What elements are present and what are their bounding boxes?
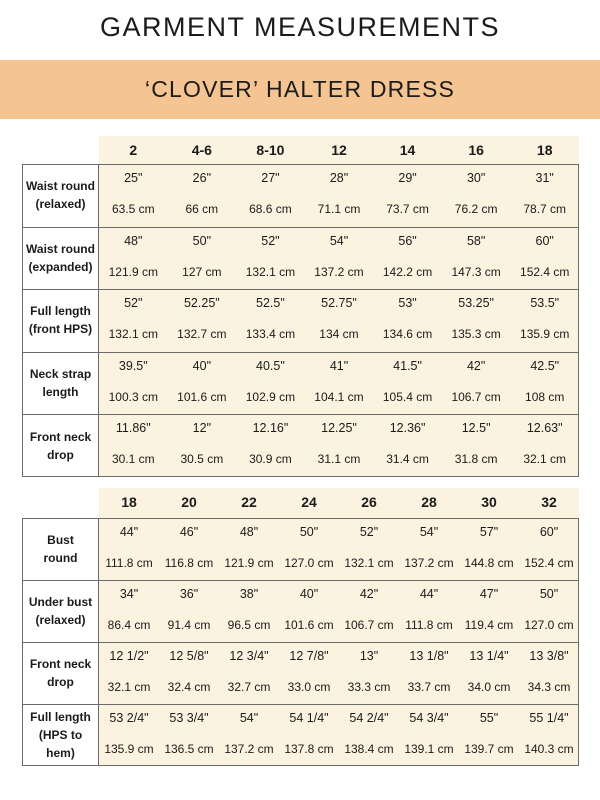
row-label [23,352,98,415]
inch-value: 13 1/4" [469,649,509,663]
size-header: 24 [301,494,317,510]
inch-value: 40.5" [256,358,285,373]
cm-value: 66 cm [185,202,219,216]
cm-value: 91.4 cm [167,618,211,632]
inch-value: 41.5" [393,358,422,373]
inch-value: 52" [124,296,143,311]
cm-value: 137.8 cm [284,742,334,756]
inch-value: 11.86" [115,421,151,436]
cm-value: 106.7 cm [451,389,501,404]
inch-value: 54" [419,525,439,539]
inch-value: 40" [192,358,212,373]
size-header: 14 [399,142,416,158]
row-label-line: (HPS to hem) [38,728,83,760]
inch-value: 12.5" [461,421,491,436]
cm-value: 134 cm [319,327,359,342]
row-label-line: round [43,551,78,565]
size-header: 2 [129,142,138,158]
size-header: 18 [121,494,137,510]
inch-value: 53" [398,296,417,311]
inch-value: 42" [359,587,379,601]
inch-value: 12.36" [389,421,426,436]
inch-value: 36" [179,587,199,601]
cm-value: 31.4 cm [386,452,429,467]
row-label-line: (front HPS) [28,322,93,337]
inch-value: 52.5" [256,296,285,311]
cm-value: 134.6 cm [382,327,433,342]
row-label [23,414,98,477]
cm-value: 101.6 cm [284,618,334,632]
row-label [23,227,98,290]
size-header: 18 [536,142,553,158]
inch-value: 50" [192,233,212,248]
cm-value: 32.4 cm [167,680,211,694]
size-header: 16 [468,142,484,158]
row-separator [22,642,579,643]
inch-value: 48" [124,233,143,248]
row-separator [22,414,579,415]
cm-value: 104.1 cm [314,389,364,404]
row-label-line: Waist round [26,179,95,194]
inch-value: 13" [359,649,379,663]
cm-value: 32.1 cm [523,452,567,467]
cm-value: 142.2 cm [382,264,433,279]
inch-value: 12.63" [526,421,563,436]
row-label-line: (relaxed) [35,613,86,627]
cm-value: 101.6 cm [177,389,227,404]
cm-value: 152.4 cm [520,264,570,279]
row-label [23,580,98,642]
row-separator [22,352,579,353]
cm-value: 73.7 cm [386,202,429,216]
cm-value: 138.4 cm [344,742,394,756]
inch-value: 26" [192,171,212,185]
cm-value: 76.2 cm [454,202,498,216]
inch-value: 42" [466,358,486,373]
cm-value: 31.1 cm [317,452,361,467]
row-label-line: Full length [30,710,91,724]
cm-value: 78.7 cm [523,202,567,216]
cm-value: 33.3 cm [347,680,391,694]
cm-value: 137.2 cm [224,742,274,756]
cm-value: 132.1 cm [245,264,296,279]
inch-value: 34" [119,587,139,601]
inch-value: 57" [479,525,499,539]
row-label-line: (relaxed) [35,197,86,212]
inch-value: 13 3/8" [529,649,569,663]
cm-value: 102.9 cm [245,389,296,404]
inch-value: 12.16" [252,421,289,436]
inch-value: 54" [239,711,259,725]
cm-value: 127 cm [182,264,222,279]
cm-value: 68.6 cm [249,202,292,216]
inch-value: 12 5/8" [169,649,209,663]
inch-value: 53 2/4" [109,711,149,725]
cm-value: 32.1 cm [107,680,151,694]
inch-value: 30" [466,171,486,185]
cm-value: 33.0 cm [287,680,331,694]
cm-value: 132.7 cm [177,327,227,342]
inch-value: 29" [398,171,417,185]
row-separator [22,580,579,581]
row-label-line: Bust [47,533,74,547]
cm-value: 86.4 cm [107,618,151,632]
cm-value: 147.3 cm [451,264,501,279]
inch-value: 40" [299,587,319,601]
inch-value: 12" [192,421,212,436]
cm-value: 119.4 cm [464,618,514,632]
row-label-line: Full length [30,304,91,319]
inch-value: 56" [398,233,417,248]
inch-value: 48" [239,525,259,539]
inch-value: 53 3/4" [169,711,209,725]
inch-value: 52.25" [183,296,220,311]
size-header: 12 [331,142,347,158]
cm-value: 127.0 cm [284,556,334,570]
cm-value: 137.2 cm [314,264,364,279]
cm-value: 135.3 cm [451,327,501,342]
inch-value: 53.5" [530,296,560,311]
inch-value: 12.25" [321,421,357,436]
row-label [23,642,98,704]
cm-value: 30.1 cm [111,452,155,467]
inch-value: 28" [329,171,349,185]
inch-value: 54 2/4" [349,711,389,725]
inch-value: 12 7/8" [289,649,329,663]
inch-value: 60" [539,525,559,539]
cm-value: 144.8 cm [464,556,514,570]
cm-value: 34.0 cm [467,680,511,694]
size-header: 20 [181,494,197,510]
inch-value: 54" [329,233,349,248]
inch-value: 13 1/8" [409,649,449,663]
cm-value: 121.9 cm [108,264,158,279]
cm-value: 132.1 cm [344,556,394,570]
page-title: GARMENT MEASUREMENTS [99,12,501,42]
cm-value: 132.1 cm [108,327,158,342]
row-label-line: Under bust [28,595,93,609]
row-label [23,518,98,580]
inch-value: 54 1/4" [289,711,329,725]
cm-value: 140.3 cm [524,742,574,756]
cm-value: 108 cm [525,389,565,404]
cm-value: 30.9 cm [249,452,292,467]
inch-value: 52.75" [321,296,357,311]
cm-value: 100.3 cm [108,389,158,404]
size-header: 22 [241,494,257,510]
cm-value: 111.8 cm [405,618,453,632]
row-separator [22,289,579,290]
cm-value: 34.3 cm [527,680,571,694]
cm-value: 31.8 cm [454,452,498,467]
cm-value: 137.2 cm [404,556,454,570]
cm-value: 127.0 cm [524,618,574,632]
cm-value: 30.5 cm [180,452,224,467]
row-label-line: Front neck [29,657,92,671]
cm-value: 106.7 cm [344,618,394,632]
inch-value: 42.5" [530,358,560,373]
inch-value: 44" [419,587,439,601]
inch-value: 47" [479,587,499,601]
size-header: 30 [481,494,497,510]
cm-value: 136.5 cm [164,742,214,756]
row-label-line: drop [47,447,74,462]
inch-value: 39.5" [118,358,148,373]
inch-value: 41" [329,358,349,373]
row-label [23,704,98,766]
inch-value: 50" [299,525,319,539]
row-label-line: (expanded) [28,259,93,274]
subtitle-banner [0,60,600,119]
cm-value: 32.7 cm [227,680,271,694]
cm-value: 96.5 cm [227,618,271,632]
row-label-line: Neck strap [29,367,92,382]
inch-value: 38" [239,587,259,601]
inch-value: 60" [535,233,554,248]
inch-value: 46" [179,525,199,539]
size-header: 32 [541,494,557,510]
inch-value: 52" [359,525,379,539]
inch-value: 31" [535,171,554,185]
inch-value: 44" [119,525,139,539]
row-label-line: length [42,385,79,400]
cm-value: 139.1 cm [404,742,454,756]
cm-value: 71.1 cm [317,202,361,216]
inch-value: 12 3/4" [229,649,269,663]
cm-value: 135.9 cm [104,742,154,756]
cm-value: 121.9 cm [224,556,274,570]
cm-value: 116.8 cm [164,556,214,570]
size-header: 8-10 [256,142,285,158]
cm-value: 111.8 cm [105,556,153,570]
inch-value: 52" [261,233,280,248]
inch-value: 12 1/2" [109,649,149,663]
cm-value: 33.7 cm [407,680,451,694]
cm-value: 135.9 cm [520,327,570,342]
cm-value: 133.4 cm [245,327,296,342]
row-label [23,164,98,227]
cm-value: 152.4 cm [524,556,574,570]
cm-value: 139.7 cm [464,742,514,756]
inch-value: 55 1/4" [529,711,569,725]
inch-value: 53.25" [458,296,494,311]
inch-value: 25" [124,171,143,185]
inch-value: 54 3/4" [409,711,449,725]
cm-value: 105.4 cm [382,389,433,404]
inch-value: 58" [466,233,486,248]
row-separator [22,227,579,228]
row-separator [22,704,579,705]
row-label-line: Front neck [29,429,92,444]
inch-value: 55" [479,711,499,725]
dress-name: ‘CLOVER’ HALTER DRESS [144,76,456,102]
cm-value: 63.5 cm [111,202,155,216]
size-header: 28 [421,494,437,510]
inch-value: 50" [539,587,559,601]
row-label-line: drop [47,675,74,689]
row-label-line: Waist round [26,241,95,256]
size-header: 4-6 [191,142,212,158]
size-header: 26 [361,494,377,510]
inch-value: 27" [261,171,280,185]
row-label [23,289,98,352]
